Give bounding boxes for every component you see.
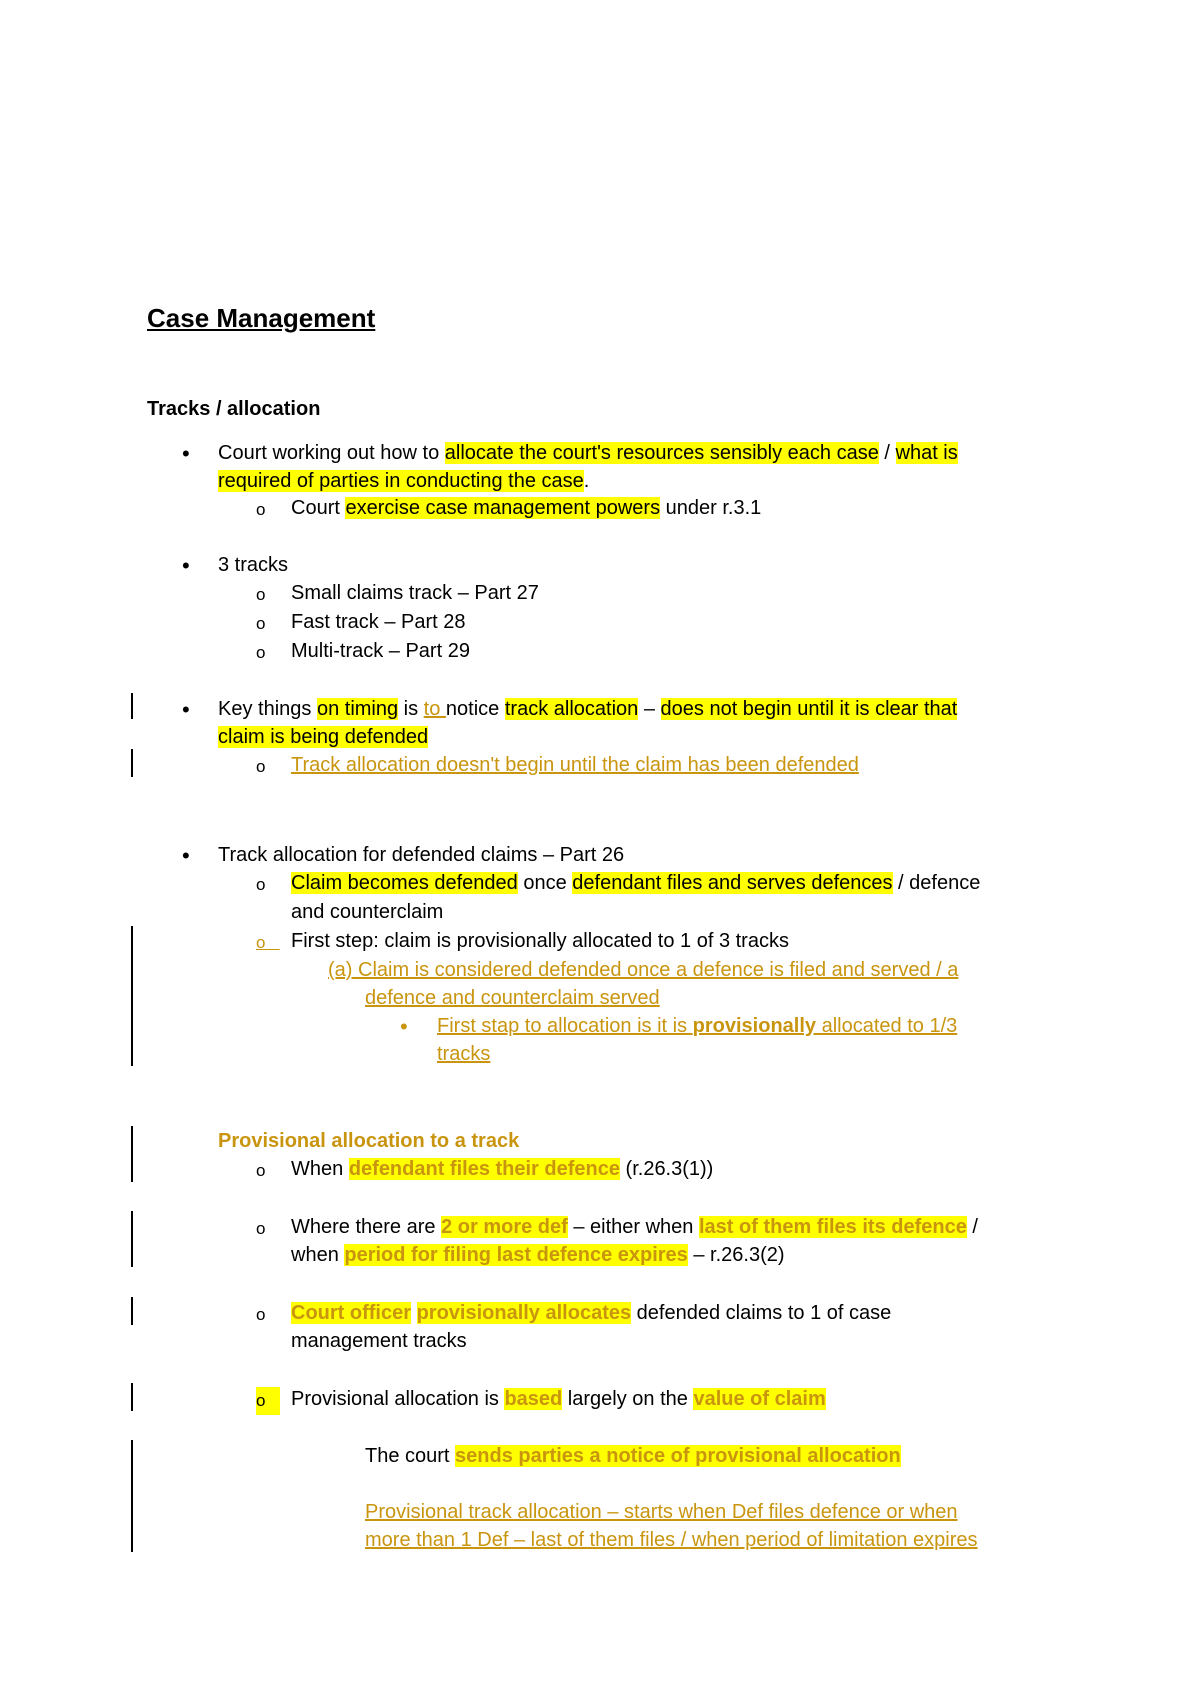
bold-run: provisionally bbox=[692, 1015, 817, 1037]
text-run: when bbox=[291, 1244, 345, 1266]
text-run bbox=[411, 1302, 417, 1324]
bullet-2-label: 3 tracks bbox=[218, 554, 289, 576]
provisional-item-2-line-2 bbox=[291, 1241, 785, 1269]
sub-bullet-icon: o bbox=[256, 614, 266, 633]
text-run: Key things bbox=[218, 698, 317, 720]
text-run: – bbox=[638, 698, 661, 720]
highlight-run: allocate the court's resources sensibly each case bbox=[444, 442, 879, 464]
highlight-run: value of claim bbox=[693, 1388, 826, 1410]
bullet-icon: • bbox=[182, 553, 190, 578]
provisional-item-3-line-1 bbox=[291, 1299, 891, 1327]
bullet-char: o bbox=[256, 933, 266, 952]
sub-bullet-icon: o bbox=[256, 757, 266, 776]
section-heading: Tracks / allocation bbox=[147, 398, 321, 420]
bullet-icon: • bbox=[182, 843, 190, 868]
highlight-run: exercise case management powers bbox=[345, 497, 661, 519]
provisional-para-1 bbox=[365, 1442, 901, 1470]
highlight-run: defendant files and serves defences bbox=[572, 872, 893, 894]
bullet-icon: • bbox=[400, 1014, 408, 1039]
bullet-1-line-2 bbox=[218, 467, 589, 495]
text-run: is bbox=[398, 698, 424, 720]
highlight-run: period for filing last defence expires bbox=[344, 1244, 688, 1266]
text-run: . bbox=[583, 470, 590, 492]
bullet-4-sub-2a-line-1: (a) Claim is considered defended once a defence is filed and served / a bbox=[328, 959, 959, 981]
bullet-4-sub-2b-line-1 bbox=[437, 1012, 957, 1040]
highlight-run: based bbox=[504, 1388, 563, 1410]
text-run: largely on the bbox=[562, 1388, 694, 1410]
bullet-4-sub-1-line-1 bbox=[291, 869, 980, 897]
highlight-run: defendant files their defence bbox=[348, 1158, 620, 1180]
highlight-run: claim is being defended bbox=[218, 726, 429, 748]
bullet-4-sub-1-line-2: and counterclaim bbox=[291, 901, 444, 923]
text-run: / bbox=[966, 1216, 978, 1238]
sub-bullet-icon bbox=[256, 1387, 280, 1415]
inserted-text: to bbox=[423, 698, 446, 720]
sub-bullet-icon bbox=[256, 929, 280, 957]
highlight-run: Claim becomes defended bbox=[291, 872, 518, 894]
change-bar bbox=[131, 693, 133, 719]
change-bar bbox=[131, 1383, 133, 1411]
highlight-run: sends parties a notice of provisional allocation bbox=[455, 1445, 901, 1467]
highlight-run: last of them files its defence bbox=[698, 1216, 967, 1238]
provisional-heading: Provisional allocation to a track bbox=[218, 1130, 520, 1152]
text-run: (r.26.3(1)) bbox=[619, 1158, 714, 1180]
bullet-3-line-1 bbox=[218, 695, 957, 723]
track-item: Multi-track – Part 29 bbox=[291, 640, 470, 662]
text-run: allocated to 1/3 bbox=[816, 1015, 958, 1037]
track-item: Fast track – Part 28 bbox=[291, 611, 466, 633]
provisional-para-2-line-1: Provisional track allocation – starts when Def files defence or when bbox=[365, 1501, 958, 1523]
text-run: / defence bbox=[892, 872, 981, 894]
text-run: – r.26.3(2) bbox=[687, 1244, 785, 1266]
bullet-char: o bbox=[256, 1391, 266, 1410]
text-run: The court bbox=[365, 1445, 456, 1467]
change-bar bbox=[131, 749, 133, 777]
track-item: Small claims track – Part 27 bbox=[291, 582, 539, 604]
page-title: Case Management bbox=[147, 303, 376, 333]
bullet-4-label: Track allocation for defended claims – Part 26 bbox=[218, 844, 625, 866]
change-bar bbox=[131, 1297, 133, 1325]
provisional-item-4 bbox=[291, 1385, 826, 1413]
bullet-4-sub-2: First step: claim is provisionally allocated to 1 of 3 tracks bbox=[291, 930, 789, 952]
highlight-run: does not begin until it is clear that bbox=[660, 698, 958, 720]
bullet-1-sub-1 bbox=[291, 494, 761, 522]
provisional-item-1 bbox=[291, 1155, 713, 1183]
bullet-icon: • bbox=[182, 697, 190, 722]
provisional-item-2-line-1 bbox=[291, 1213, 978, 1241]
change-bar bbox=[131, 1126, 133, 1182]
sub-bullet-icon: o bbox=[256, 1161, 266, 1180]
change-bar bbox=[131, 1211, 133, 1267]
highlight-run: Court officer bbox=[291, 1302, 411, 1324]
sub-bullet-icon: o bbox=[256, 585, 266, 604]
sub-bullet-icon: o bbox=[256, 500, 266, 519]
bullet-1-line-1 bbox=[218, 439, 958, 467]
text-run: First stap to allocation is it is bbox=[437, 1015, 693, 1037]
text-run: once bbox=[517, 872, 573, 894]
text-run: defended claims to 1 of case bbox=[631, 1302, 892, 1324]
change-bar bbox=[131, 1440, 133, 1552]
text-run: Court working out how to bbox=[218, 442, 445, 464]
text-run: – either when bbox=[567, 1216, 699, 1238]
provisional-item-3-line-2: management tracks bbox=[291, 1330, 467, 1352]
bullet-icon: • bbox=[182, 441, 190, 466]
bullet-4-sub-2b-line-2: tracks bbox=[437, 1043, 491, 1065]
text-run: / bbox=[878, 442, 896, 464]
sub-bullet-icon: o bbox=[256, 1219, 266, 1238]
text-run: Court bbox=[291, 497, 346, 519]
provisional-para-2-line-2: more than 1 Def – last of them files / when period of limitation expires bbox=[365, 1529, 978, 1551]
highlight-run: what is bbox=[895, 442, 958, 464]
highlight-run: 2 or more def bbox=[441, 1216, 568, 1238]
change-bar bbox=[131, 926, 133, 1066]
text-run: When bbox=[291, 1158, 349, 1180]
bullet-3-sub-1: Track allocation doesn't begin until the claim has been defended bbox=[291, 754, 859, 776]
text-run: notice bbox=[445, 698, 505, 720]
text-run: under r.3.1 bbox=[660, 497, 762, 519]
highlight-run: required of parties in conducting the case bbox=[218, 470, 584, 492]
highlight-run: track allocation bbox=[504, 698, 639, 720]
highlight-run: on timing bbox=[316, 698, 399, 720]
text-run: Provisional allocation is bbox=[291, 1388, 505, 1410]
highlight-run: provisionally allocates bbox=[416, 1302, 632, 1324]
sub-bullet-icon: o bbox=[256, 875, 266, 894]
sub-bullet-icon: o bbox=[256, 643, 266, 662]
sub-bullet-icon: o bbox=[256, 1305, 266, 1324]
bullet-3-line-2 bbox=[218, 723, 428, 751]
bullet-4-sub-2a-line-2: defence and counterclaim served bbox=[365, 987, 660, 1009]
text-run: Where there are bbox=[291, 1216, 442, 1238]
